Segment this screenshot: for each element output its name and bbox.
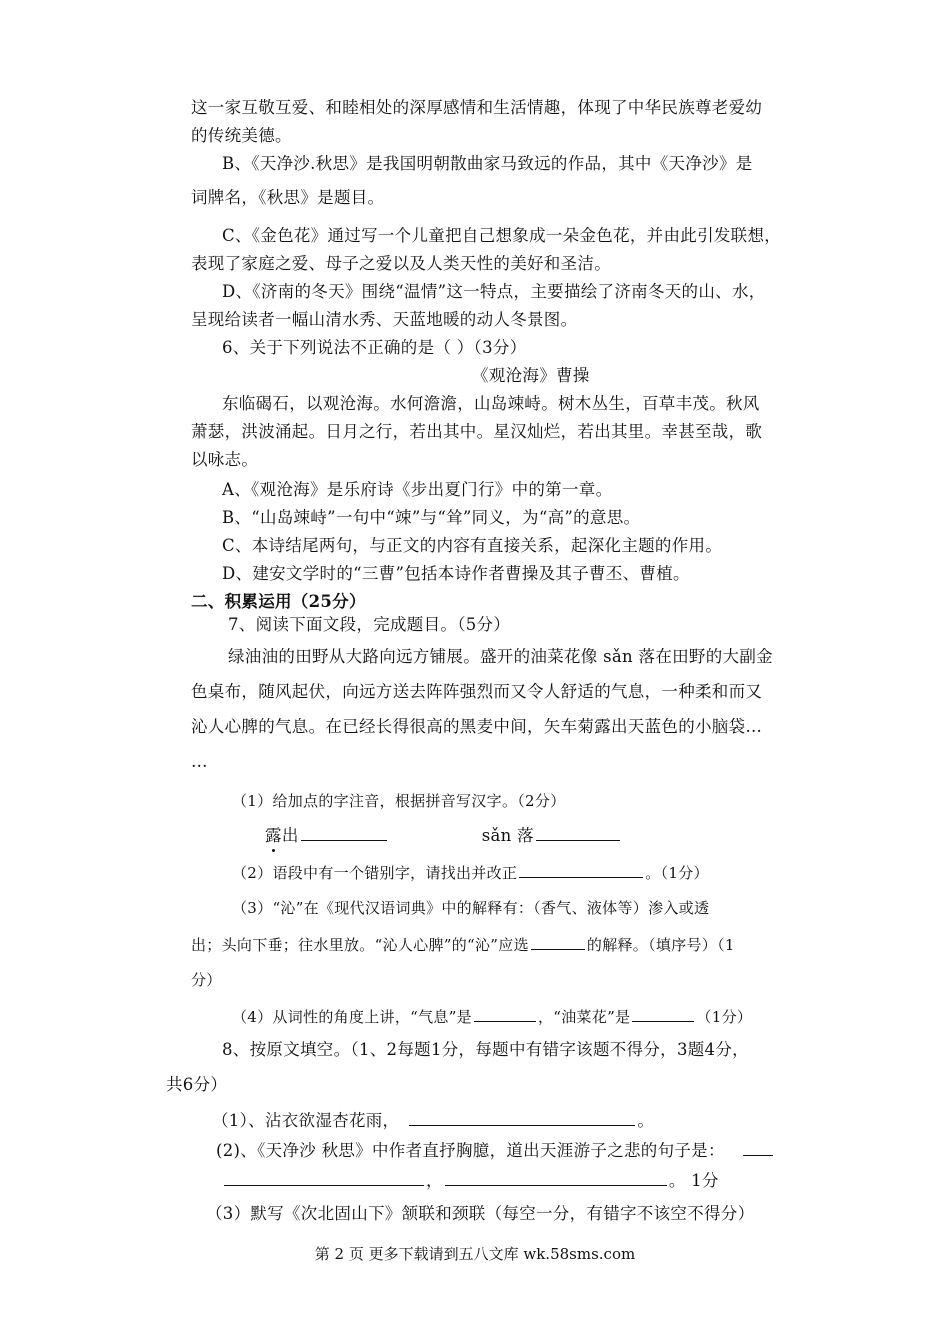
question-text: 出；头向下垂；往水里放。“沁人心脾”的“沁”应选 xyxy=(191,936,529,954)
poem-line: 东临碣石，以观沧海。水何澹澹，山岛竦峙。树木丛生，百草丰茂。秋风 xyxy=(222,394,760,413)
option-d-line: D、《济南的冬天》围绕“温情”这一特点，主要描绘了济南冬天的山、水， xyxy=(222,282,766,301)
option-b-line: 词牌名，《秋思》是题目。 xyxy=(191,188,385,207)
question-6-option-d: D、建安文学时的“三曹”包括本诗作者曹操及其子曹丕、曹植。 xyxy=(222,564,690,583)
question-6-option-c: C、本诗结尾两句，与正文的内容有直接关系，起深化主题的作用。 xyxy=(222,536,723,555)
question-8: 8、按原文填空。（1、2每题1分，每题中有错字该题不得分，3题4分， xyxy=(222,1040,749,1059)
question-6-option-b: B、“山岛竦峙”一句中“竦”与“耸”同义，为“高”的意思。 xyxy=(222,508,641,527)
question-text: 。（1分） xyxy=(645,864,709,882)
blank-line[interactable] xyxy=(536,824,620,841)
para-line: 的传统美德。 xyxy=(191,126,292,145)
para-line: 这一家互敬互爱、和睦相处的深厚感情和生活情趣，体现了中华民族尊老爱幼 xyxy=(191,98,763,117)
option-c-line: C、《金色花》通过写一个儿童把自己想象成一朵金色花，并由此引发联想， xyxy=(222,226,782,245)
question-7-4 xyxy=(232,1005,752,1028)
question-text: （1）、沾衣欲湿杏花雨， xyxy=(212,1111,400,1130)
question-text: （4）从词性的角度上讲，“气息”是 xyxy=(232,1008,472,1026)
question-text: ， xyxy=(426,1171,443,1190)
question-8-3: （3）默写《次北固山下》颔联和颈联（每空一分，有错字不该空不得分） xyxy=(206,1204,755,1223)
question-text: (2)、《天净沙 秋思》中作者直抒胸臆，道出天涯游子之悲的句子是： xyxy=(216,1141,725,1160)
question-7-3-line xyxy=(191,933,735,956)
poem-line: 萧瑟，洪波涌起。日月之行，若出其中。星汉灿烂，若出其里。幸甚至哉，歌 xyxy=(191,422,763,441)
option-b-line: B、《天净沙.秋思》是我国明朝散曲家马致远的作品，其中《天净沙》是 xyxy=(222,154,753,173)
section-heading: 二、积累运用（25分） xyxy=(191,592,366,611)
question-7-3-line: 分） xyxy=(191,971,222,989)
poem-line: 以咏志。 xyxy=(191,450,259,469)
passage-line: 沁人心脾的气息。在已经长得很高的黑麦中间，矢车菊露出天蓝色的小脑袋… xyxy=(191,717,763,736)
question-text: （1分） xyxy=(696,1008,753,1026)
question-6: 6、关于下列说法不正确的是（ ）（3分） xyxy=(222,338,527,357)
question-text: 的解释。（填序号）（1 xyxy=(586,936,735,954)
question-7: 7、阅读下面文段，完成题目。（5分） xyxy=(228,615,511,634)
answer-label: sǎn 落 xyxy=(481,826,534,845)
blank-line[interactable] xyxy=(531,933,585,950)
question-8-2-line xyxy=(222,1169,719,1192)
question-text: 。 xyxy=(637,1111,655,1130)
question-text: （2）语段中有一个错别字，请找出并改正 xyxy=(232,864,518,882)
page-footer: 第 2 页 更多下载请到五八文库 wk.58sms.com xyxy=(314,1245,636,1263)
blank-line[interactable] xyxy=(632,1005,694,1022)
question-7-3: （3）“沁”在《现代汉语词典》中的解释有：（香气、液体等）渗入或透 xyxy=(232,899,710,917)
option-c-line: 表现了家庭之爱、母子之爱以及人类天性的美好和圣洁。 xyxy=(191,254,611,273)
passage-line: 色桌布，随风起伏，向远方送去阵阵强烈而又令人舒适的气息，一种柔和而又 xyxy=(191,682,763,701)
passage-line: … xyxy=(191,752,208,771)
poem-title: 《观沧海》曹操 xyxy=(472,366,590,385)
dotted-char: 露 xyxy=(265,826,282,845)
question-text: ，“油菜花”是 xyxy=(537,1008,631,1026)
blank-line[interactable] xyxy=(474,1005,536,1022)
question-6-option-a: A、《观沧海》是乐府诗《步出夏门行》中的第一章。 xyxy=(222,480,613,499)
blank-line[interactable] xyxy=(224,1169,424,1186)
option-d-line: 呈现给读者一幅山清水秀、天蓝地暖的动人冬景图。 xyxy=(191,310,578,329)
blank-line[interactable] xyxy=(743,1139,773,1156)
answer-label: 出 xyxy=(281,826,299,845)
blank-line[interactable] xyxy=(301,824,387,841)
passage-line: 绿油油的田野从大路向远方铺展。盛开的油菜花像 sǎn 落在田野的大副金 xyxy=(228,647,773,666)
question-7-2 xyxy=(232,861,709,884)
question-text: 。 1分 xyxy=(668,1171,719,1190)
question-8-1 xyxy=(212,1109,654,1132)
blank-line[interactable] xyxy=(445,1169,667,1186)
question-8-2 xyxy=(216,1139,775,1162)
blank-line[interactable] xyxy=(409,1109,635,1126)
question-7-1: （1）给加点的字注音，根据拼音写汉字。（2分） xyxy=(232,792,566,810)
question-8-line: 共6分） xyxy=(166,1075,228,1094)
question-7-1-answers xyxy=(265,824,622,847)
blank-line[interactable] xyxy=(519,861,643,878)
